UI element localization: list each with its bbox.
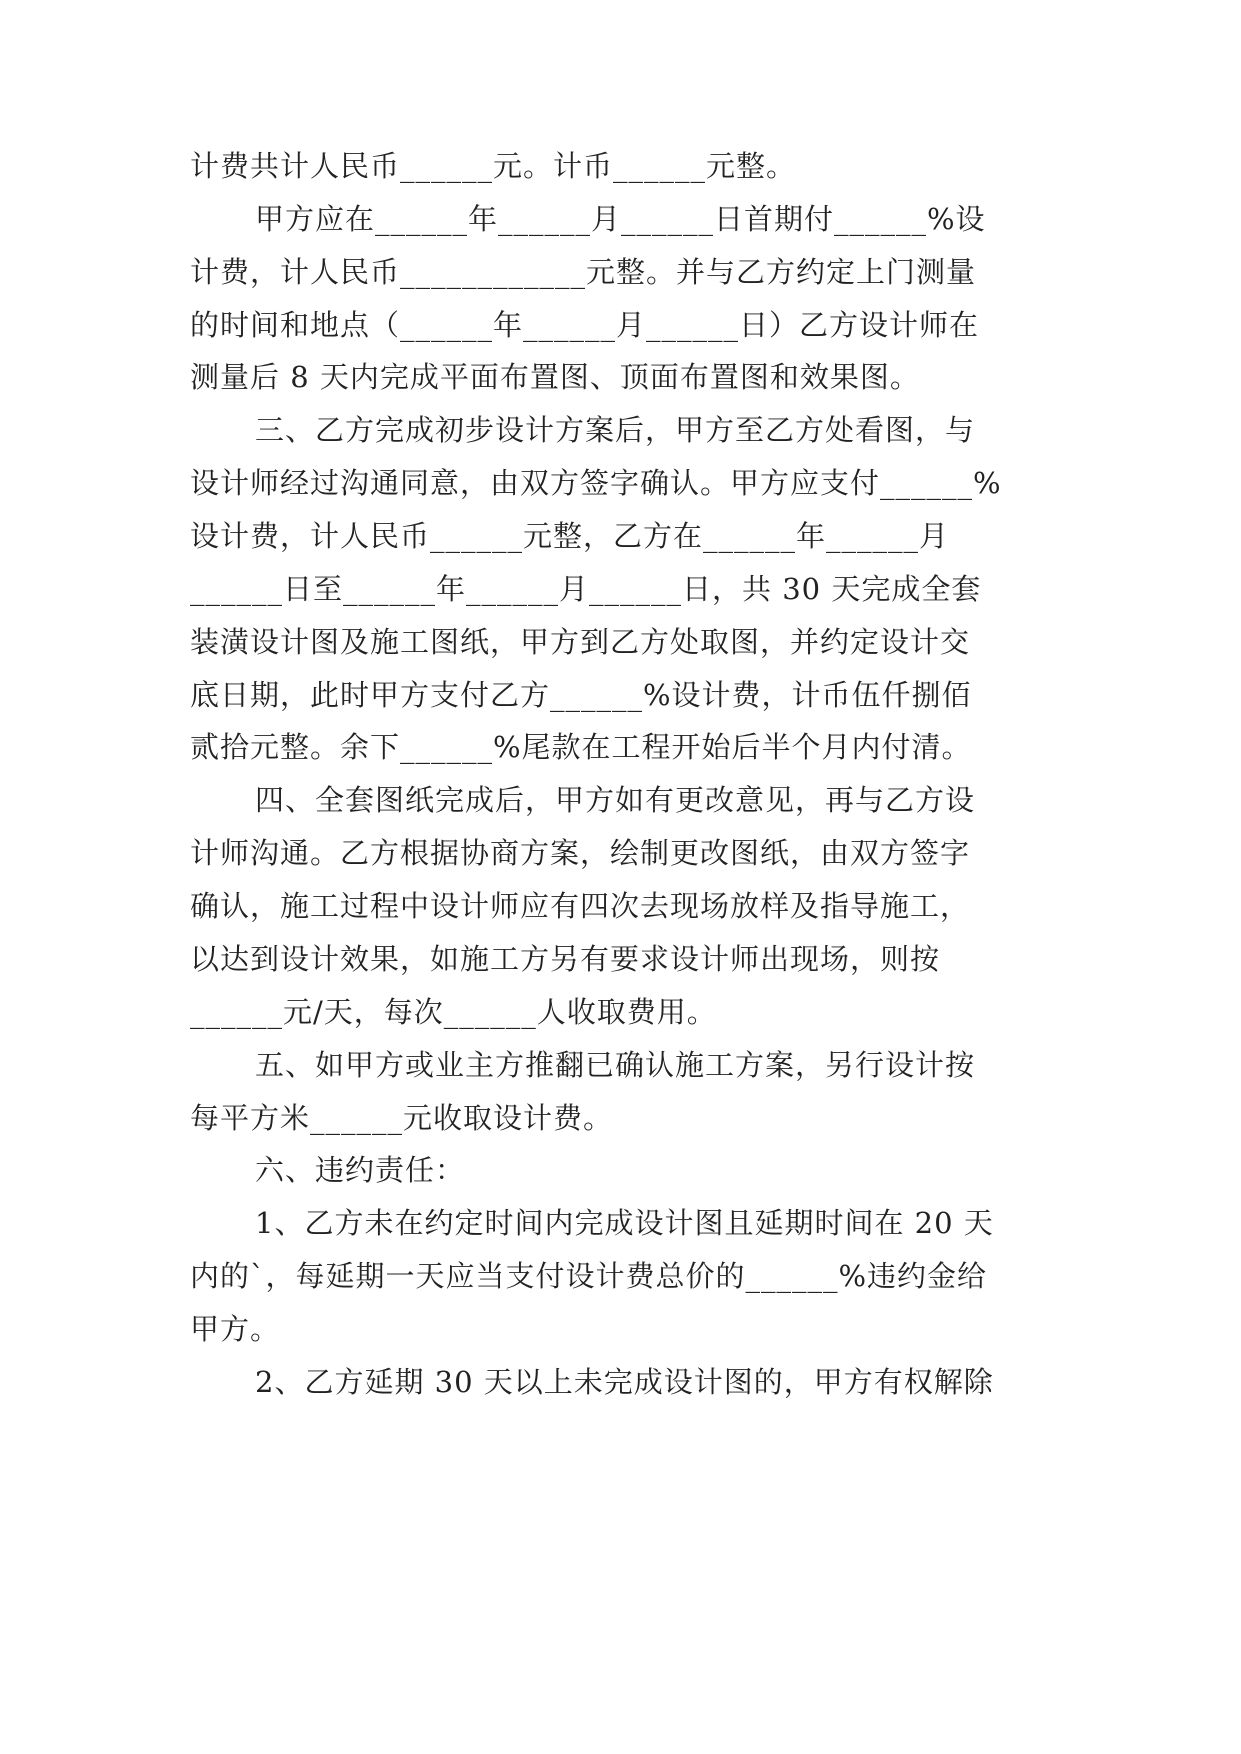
text-line-13: 四、全套图纸完成后，甲方如有更改意见，再与乙方设: [255, 783, 976, 817]
text-line-22: 内的`，每延期一天应当支付设计费总价的______%违约金给: [190, 1259, 988, 1293]
text-line-6: 三、乙方完成初步设计方案后，甲方至乙方处看图，与: [255, 413, 976, 447]
text-line-5: 测量后 8 天内完成平面布置图、顶面布置图和效果图。: [190, 360, 920, 394]
text-line-15: 确认，施工过程中设计师应有四次去现场放样及指导施工，: [190, 889, 971, 923]
text-line-19: 每平方米______元收取设计费。: [190, 1101, 614, 1135]
text-line-12: 贰拾元整。余下______%尾款在工程开始后半个月内付清。: [190, 730, 972, 764]
text-line-8: 设计费，计人民币______元整，乙方在______年______月: [190, 519, 950, 553]
text-line-1: 计费共计人民币______元。计币______元整。: [190, 149, 797, 183]
text-line-21: 1、乙方未在约定时间内完成设计图且延期时间在 20 天: [255, 1206, 994, 1240]
text-line-10: 装潢设计图及施工图纸，甲方到乙方处取图，并约定设计交: [190, 625, 971, 659]
text-line-14: 计师沟通。乙方根据协商方案，绘制更改图纸，由双方签字: [190, 836, 971, 870]
text-line-16: 以达到设计效果，如施工方另有要求设计师出现场，则按: [190, 942, 941, 976]
text-line-2: 甲方应在______年______月______日首期付______%设: [255, 202, 986, 236]
text-line-23: 甲方。: [190, 1312, 281, 1346]
text-line-18: 五、如甲方或业主方推翻已确认施工方案，另行设计按: [255, 1048, 976, 1082]
text-line-4: 的时间和地点（______年______月______日）乙方设计师在: [190, 308, 980, 342]
text-line-20: 六、违约责任：: [255, 1153, 466, 1187]
text-line-7: 设计师经过沟通同意，由双方签字确认。甲方应支付______%: [190, 466, 1002, 500]
text-line-11: 底日期，此时甲方支付乙方______%设计费，计币伍仟捌佰: [190, 678, 972, 712]
text-line-3: 计费，计人民币____________元整。并与乙方约定上门测量: [190, 255, 977, 289]
text-line-24: 2、乙方延期 30 天以上未完成设计图的，甲方有权解除: [255, 1365, 994, 1399]
text-line-17: ______元/天，每次______人收取费用。: [190, 995, 717, 1029]
text-line-9: ______日至______年______月______日，共 30 天完成全套: [190, 572, 982, 606]
